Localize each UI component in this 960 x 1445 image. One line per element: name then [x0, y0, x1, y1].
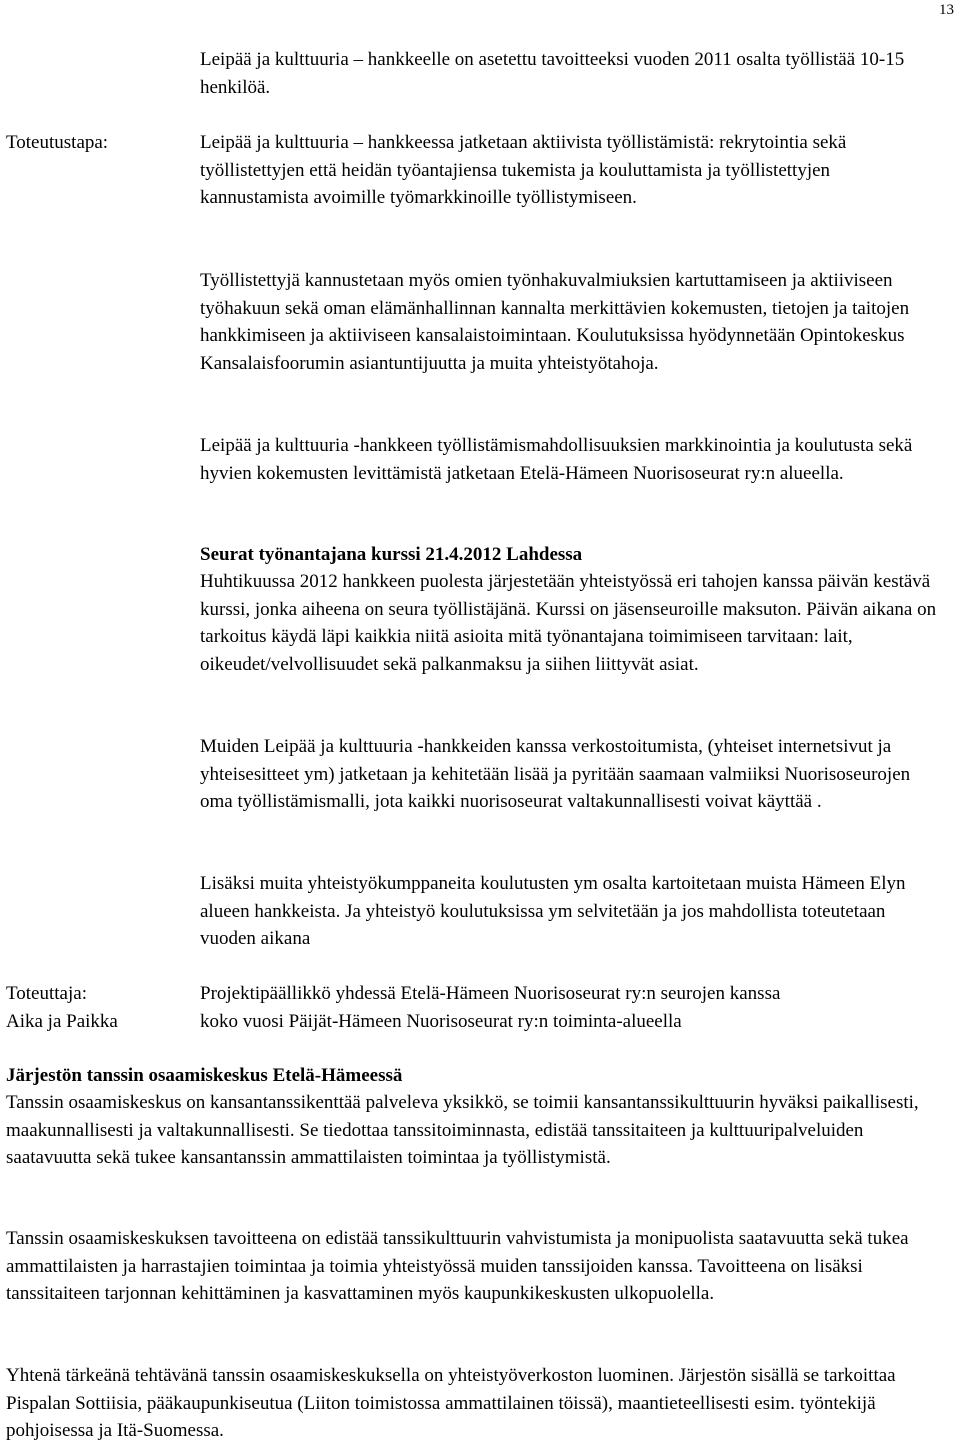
label-toteutustapa: Toteutustapa: [6, 132, 109, 153]
method-paragraph-1: Leipää ja kulttuuria – hankkeessa jatketaan aktiivista työllistämistä: rekrytointia sekä työllistettyjen että heidän työantajiensa tukemista ja kouluttamista ja työllistettyjen kannustamista avoimille työmarkkinoille työllistymiseen. [200, 132, 847, 209]
seminar-paragraph: Huhtikuussa 2012 hankkeen puolesta järjestetään yhteistyössä eri tahojen kanssa päivän kestävä kurssi, jonka aiheena on seura työllistäjänä. Kurssi on jäsenseuroille maksuton. Päivän aikana on tarkoitus käydä läpi kaikkia niitä asioita mitä työnantajana toimimiseen tarvitaan: lait, oikeudet/velvollisuudet sekä palkanmaksu ja siihen liittyvät asiat. [200, 571, 937, 675]
method-paragraph-4: Muiden Leipää ja kulttuuria -hankkeiden kanssa verkostoitumista, (yhteiset internetsivut ja yhteisesitteet ym) jatketaan ja kehitetään lisää ja pyritään saamaan valmiiksi Nuorisoseurojen oma työllistämismalli, jota kaikki nuorisoseurat valtakunnallisesti voivat käyttää . [200, 736, 911, 813]
page-number: 13 [939, 2, 954, 18]
method-paragraph-3: Leipää ja kulttuuria -hankkeen työllistämismahdollisuuksien markkinointia ja koulutusta sekä hyvien kokemusten levittämistä jatketaan Etelä-Hämeen Nuorisoseurat ry:n alueella. [200, 435, 913, 484]
seminar-heading: Seurat työnantajana kurssi 21.4.2012 Lahdessa [200, 544, 583, 565]
method-paragraph-2: Työllistettyjä kannustetaan myös omien työnhakuvalmiuksien kartuttamiseen ja aktiiviseen työhakuun sekä oman elämänhallinnan kannalta merkittävien kokemusten, tietojen ja taitojen hankkimiseen ja aktiiviseen kansalaistoimintaan. Koulutuksissa hyödynnetään Opintokeskus Kansalaisfoorumin asiantuntijuutta ja muita yhteistyötahoja. [200, 270, 910, 374]
method-paragraph-5: Lisäksi muita yhteistyökumppaneita koulutusten ym osalta kartoitetaan muista Hämeen Elyn alueen hankkeista. Ja yhteistyö koulutuksissa ym selvitetään ja jos mahdollista toteutetaan vuoden aikana [200, 873, 906, 950]
implementer-line: Projektipäällikkö yhdessä Etelä-Hämeen Nuorisoseurat ry:n seurojen kanssa [200, 983, 781, 1004]
label-toteuttaja: Toteuttaja: [6, 983, 87, 1004]
goal-paragraph: Leipää ja kulttuuria – hankkeelle on asetettu tavoitteeksi vuoden 2011 osalta työllistää 10-15 henkilöä. [200, 49, 905, 98]
dance-center-paragraph-1: Tanssin osaamiskeskus on kansantanssikenttää palveleva yksikkö, se toimii kansantanssikulttuurin hyväksi paikallisesti, maakunnallisesti ja valtakunnallisesti. Se tiedottaa tanssitoiminnasta, edistää tanssitaiteen ja kulttuuripalveluiden saatavuutta sekä tukee kansantanssin ammattilaisten toimintaa ja työllistymistä. [6, 1092, 919, 1169]
dance-center-paragraph-3: Yhtenä tärkeänä tehtävänä tanssin osaamiskeskuksella on yhteistyöverkoston luominen. Järjestön sisällä se tarkoittaa Pispalan Sottiisia, pääkaupunkiseutua (Liiton toimistossa ammattilainen töissä), maantieteellisesti esim. työntekijä pohjoisessa ja Itä-Suomessa. [6, 1365, 896, 1442]
time-place-line: koko vuosi Päijät-Hämeen Nuorisoseurat ry:n toiminta-alueella [200, 1011, 682, 1032]
dance-center-heading: Järjestön tanssin osaamiskeskus Etelä-Hämeessä [6, 1065, 403, 1086]
label-aika-ja-paikka: Aika ja Paikka [6, 1011, 118, 1032]
dance-center-paragraph-2: Tanssin osaamiskeskuksen tavoitteena on edistää tanssikulttuurin vahvistumista ja monipuolista saatavuutta sekä tukea ammattilaisten ja harrastajien toimintaa ja toimia yhteistyössä muiden tanssijoiden kanssa. Tavoitteena on lisäksi tanssitaiteen tarjonnan kehittäminen ja kasvattaminen myös kaupunkikeskusten ulkopuolella. [6, 1228, 909, 1305]
